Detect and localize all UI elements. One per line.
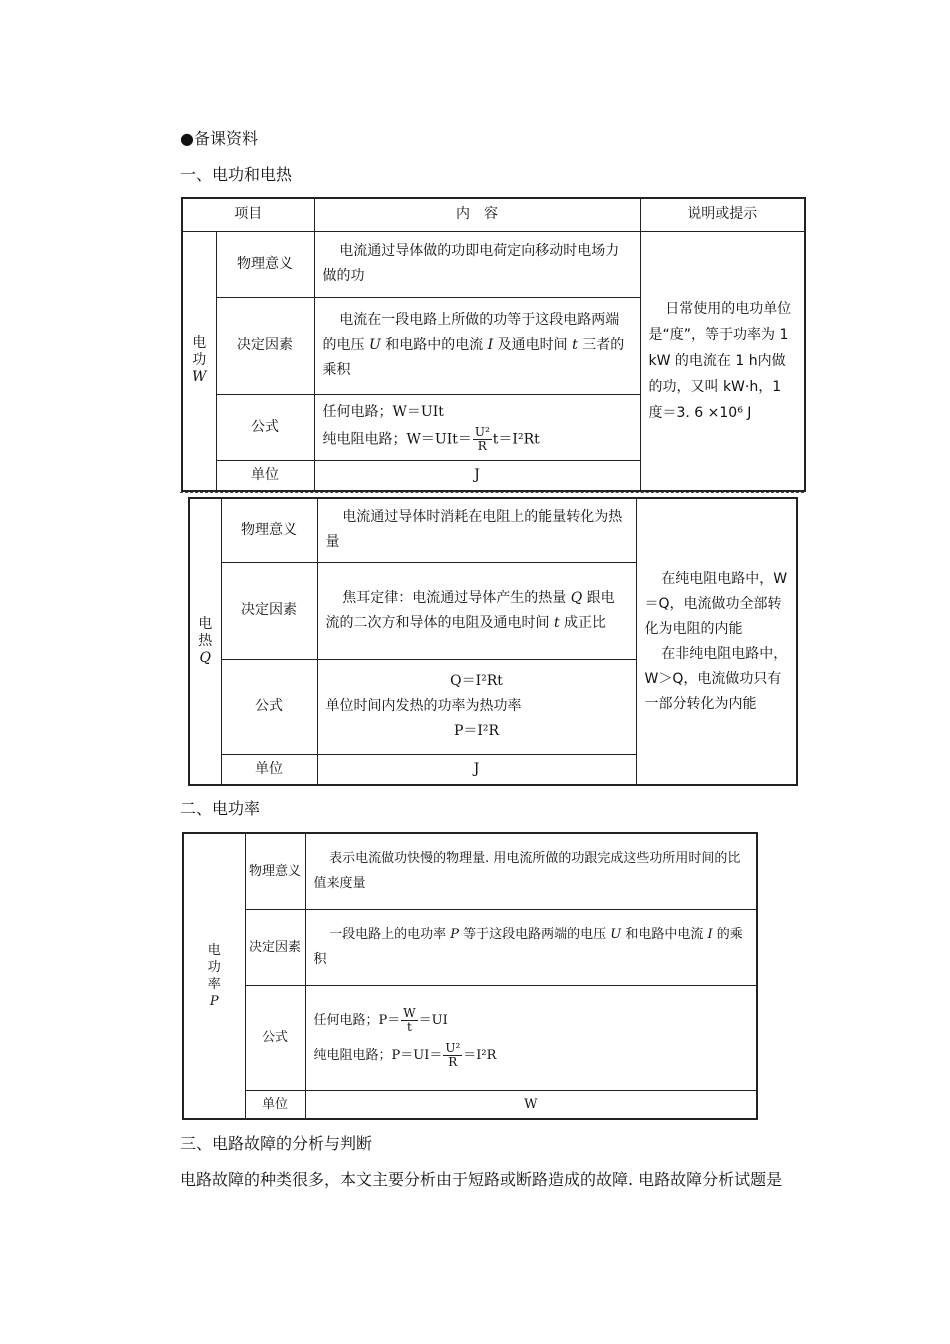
- prep-title: [180, 126, 258, 149]
- row-item: 单位: [216, 460, 314, 491]
- header-note: 说明或提示: [640, 198, 805, 231]
- group-label-work: 电 功 W: [182, 231, 216, 491]
- table-electric-power: [182, 832, 758, 1120]
- row-content: 电流通过导体时消耗在电阻上的能量转化为热量: [317, 498, 636, 562]
- section-heading-2: 二、电功率: [180, 799, 261, 818]
- note-cell: 日常使用的电功单位是“度”，等于功率为 1 kW 的电流在 1 h内做的功，又叫 kW·h，1 度＝3. 6 ×10⁶ J: [640, 231, 805, 491]
- row-content: 焦耳定律：电流通过导体产生的热量 Q 跟电流的二次方和导体的电阻及通电时间 t 成正比: [317, 562, 636, 659]
- table-electric-heat: [188, 497, 798, 786]
- row-content: 一段电路上的电功率 P 等于这段电路两端的电压 U 和电路中电流 I 的乘积: [305, 909, 757, 985]
- bullet-icon: ●: [180, 129, 194, 148]
- row-item: 物理意义: [245, 833, 305, 909]
- row-content: 表示电流做功快慢的物理量. 用电流所做的功跟完成这些功所用时间的比值来度量: [305, 833, 757, 909]
- row-item: 决定因素: [245, 909, 305, 985]
- table-electric-work: [181, 197, 806, 492]
- row-item: 单位: [221, 754, 317, 785]
- header-item: 项目: [182, 198, 314, 231]
- row-content: 电流在一段电路上所做的功等于这段电路两端的电压 U 和电路中的电流 I 及通电时间 t 三者的乘积: [314, 297, 640, 394]
- row-content: W: [305, 1090, 757, 1119]
- row-content: 电流通过导体做的功即电荷定向移动时电场力做的功: [314, 231, 640, 297]
- row-formula: Q＝I²Rt 单位时间内发热的功率为热功率 P＝I²R: [317, 659, 636, 754]
- row-item: 公式: [245, 985, 305, 1090]
- header-content: 内 容: [314, 198, 640, 231]
- row-content: J: [314, 460, 640, 491]
- paragraph-text: 电路故障的种类很多，本文主要分析由于短路或断路造成的故障. 电路故障分析试题是: [180, 1170, 783, 1189]
- group-label-heat: 电 热 Q: [189, 498, 221, 785]
- note-cell: 在纯电阻电路中，W＝Q，电流做功全部转化为电阻的内能 在非纯电阻电路中，W＞Q，电流做功只有一部分转化为内能: [636, 498, 797, 785]
- dashed-divider: [180, 492, 804, 493]
- row-formula: 任何电路；W＝UIt 纯电阻电路；W＝UIt＝ $\frac{\text{U²}}{R}$ t＝I²Rt: [314, 394, 640, 460]
- row-item: 决定因素: [221, 562, 317, 659]
- row-item: 公式: [216, 394, 314, 460]
- row-item: 公式: [221, 659, 317, 754]
- prep-title-text: 备课资料: [193, 129, 258, 148]
- row-item: 物理意义: [216, 231, 314, 297]
- row-content: J: [317, 754, 636, 785]
- group-label-power: 电 功 率 P: [183, 833, 245, 1119]
- row-item: 单位: [245, 1090, 305, 1119]
- section-heading-1: 一、电功和电热: [180, 165, 293, 184]
- row-item: 决定因素: [216, 297, 314, 394]
- row-item: 物理意义: [221, 498, 317, 562]
- row-formula: 任何电路；P＝ $\frac{W}{t}$ ＝UI 纯电阻电路；P＝UI＝ $\frac{\text{U²}}{R}$ ＝I²R: [305, 985, 757, 1090]
- section-heading-3: 三、电路故障的分析与判断: [180, 1134, 373, 1153]
